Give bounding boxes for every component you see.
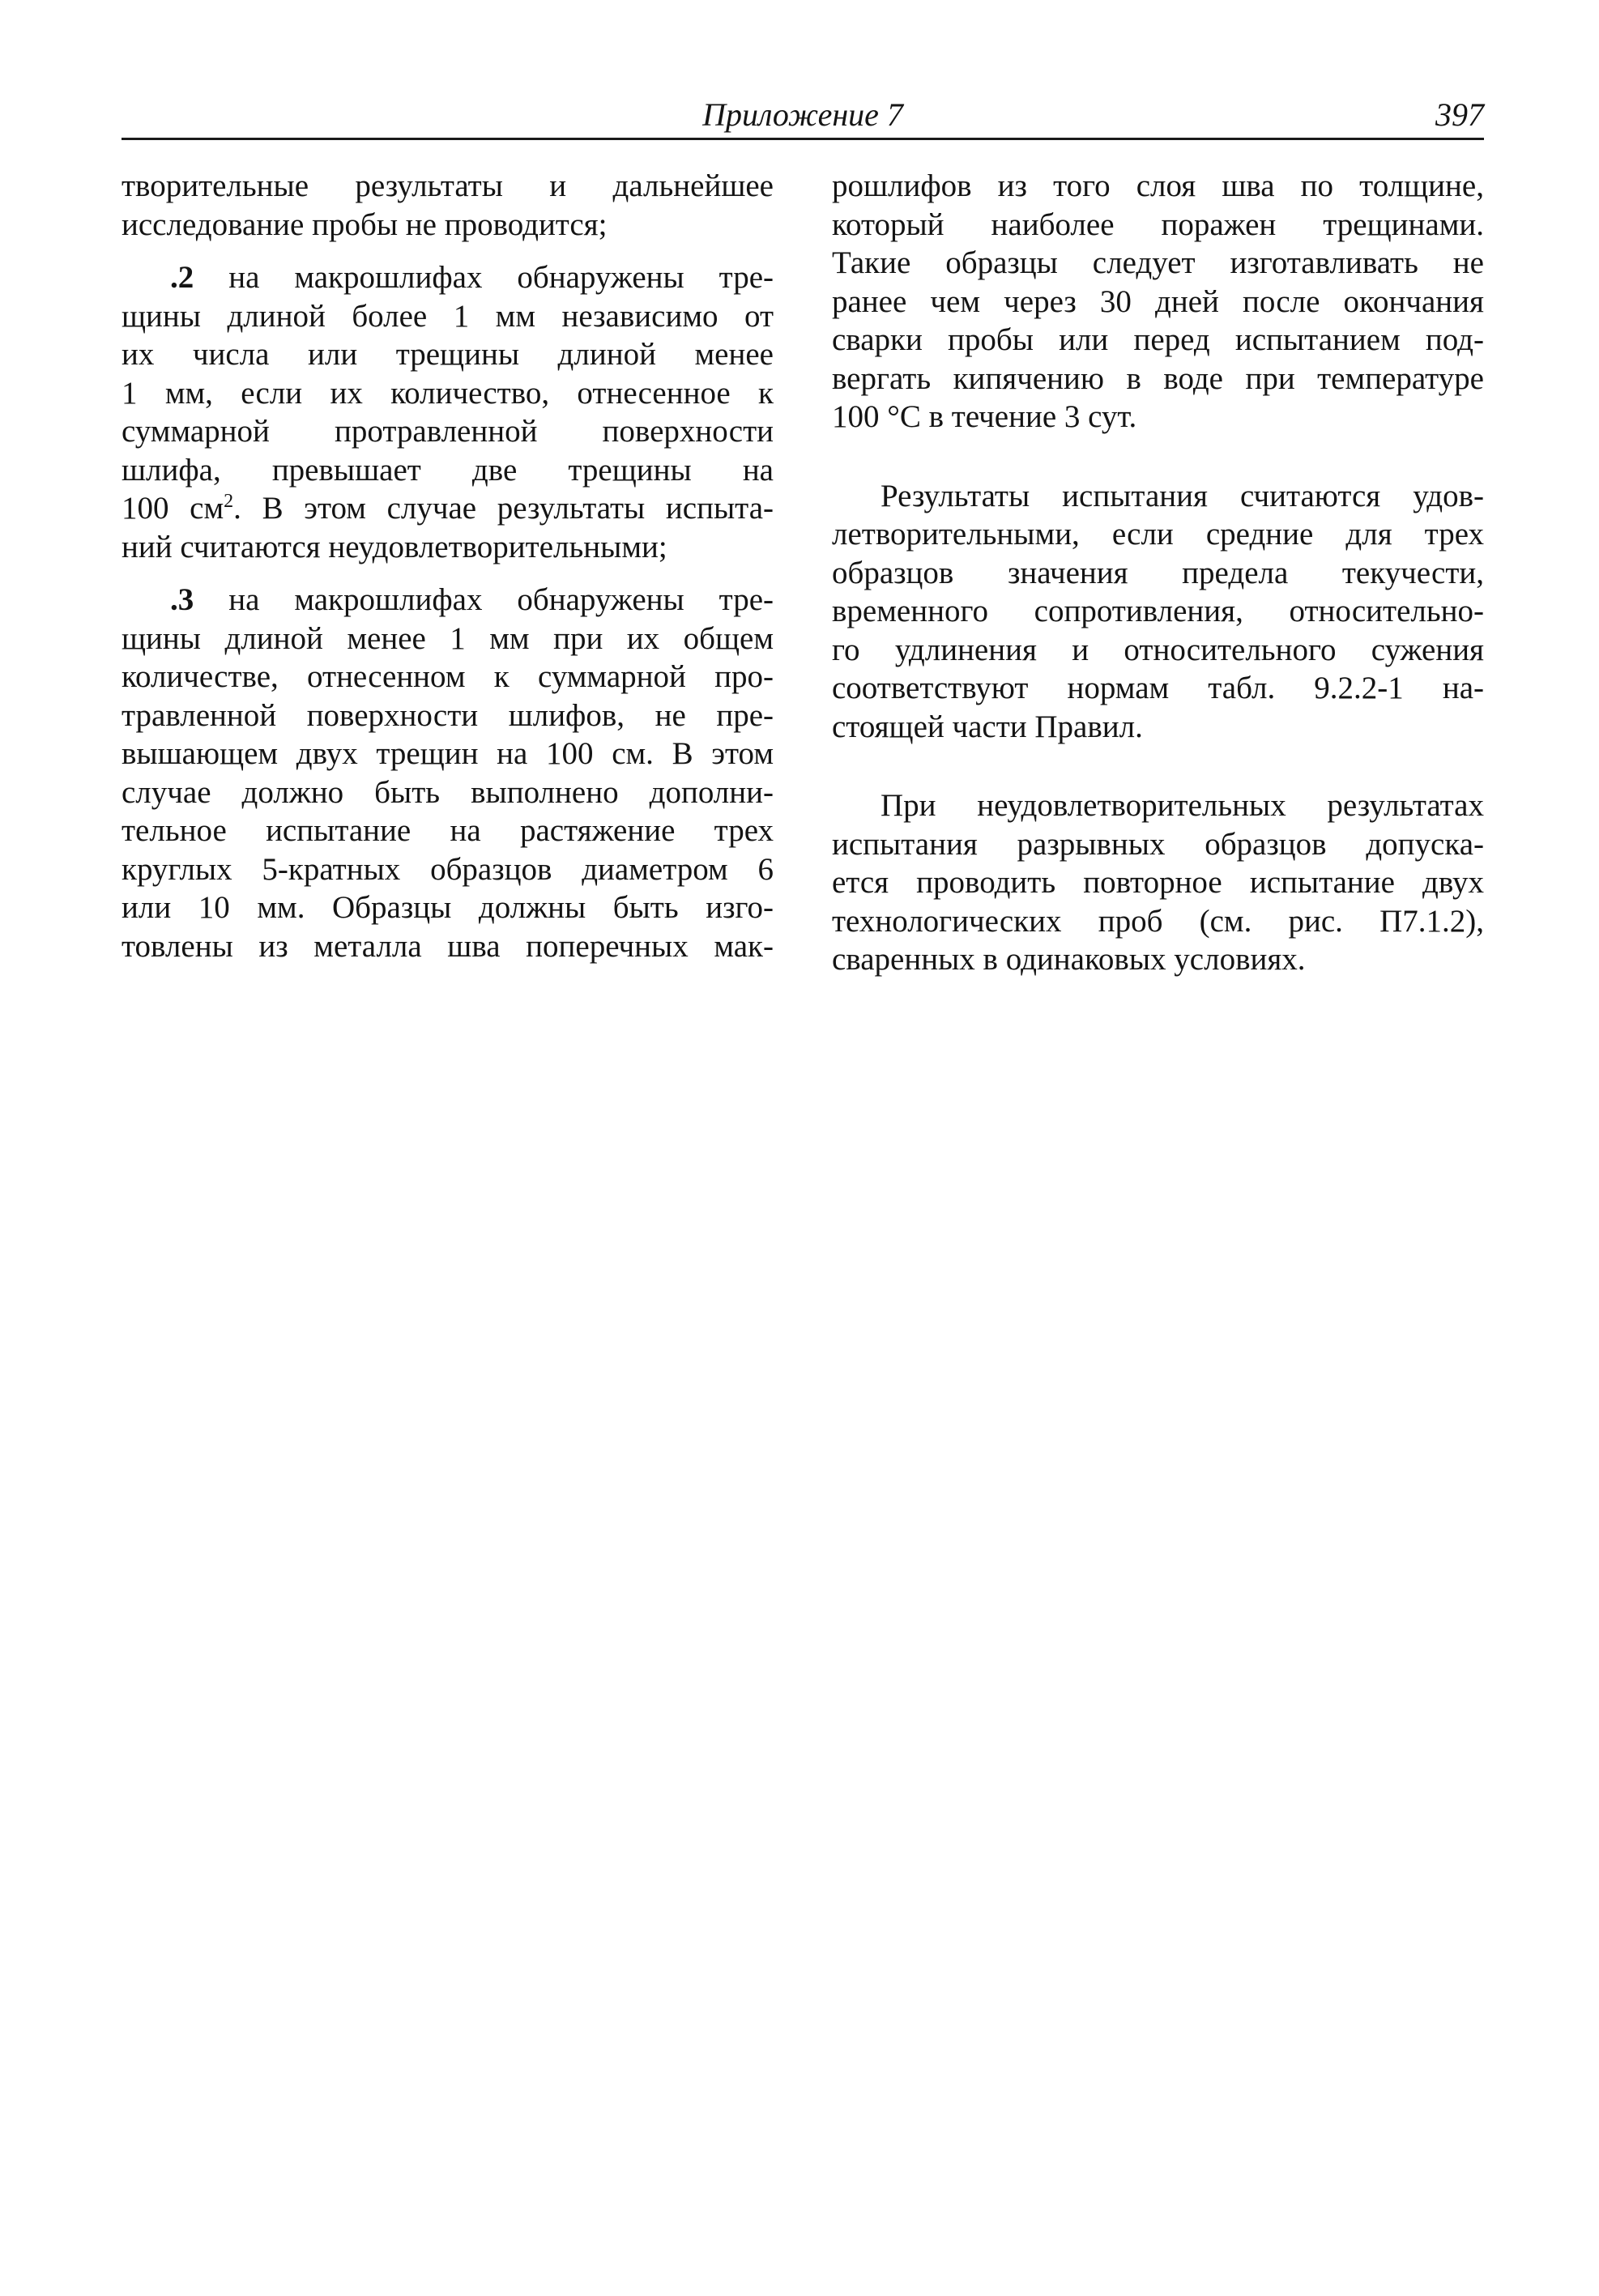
running-title: Приложение 7	[702, 96, 903, 133]
item-number: .3	[170, 582, 194, 617]
text-line: образцов значения предела текучести,	[832, 555, 1484, 590]
text-line: .3 на макрошлифах обнаружены тре-	[170, 582, 774, 617]
paragraph-item-3	[122, 581, 774, 965]
text-line: товлены из металла шва поперечных мак-	[122, 928, 774, 964]
text-line: или 10 мм. Образцы должны быть изго-	[122, 890, 774, 925]
text-line: щины длиной менее 1 мм при их общем	[122, 620, 774, 656]
text-line: шлифа, превышает две трещины на	[122, 452, 774, 488]
left-column	[122, 167, 774, 965]
text-line: вергать кипячению в воде при температуре	[832, 360, 1484, 396]
text-line: 100 °С в течение 3 сут.	[832, 399, 1137, 434]
text-line: Такие образцы следует изготавливать не	[832, 245, 1484, 280]
text-line: сварки пробы или перед испытанием под-	[832, 322, 1484, 357]
text-line: который наиболее поражен трещинами.	[832, 207, 1484, 242]
text-line: ранее чем через 30 дней после окончания	[832, 283, 1484, 319]
text-line: технологических проб (см. рис. П7.1.2),	[832, 903, 1484, 939]
text-line: испытания разрывных образцов допуска-	[832, 826, 1484, 862]
text-line: сваренных в одинаковых условиях.	[832, 942, 1306, 977]
text-line: Результаты испытания считаются удов-	[881, 478, 1484, 513]
text-line: рошлифов из того слоя шва по толщине,	[832, 168, 1484, 203]
page-number: 397	[1435, 96, 1484, 133]
text-line: вышающем двух трещин на 100 см. В этом	[122, 736, 774, 771]
text-line: .2 на макрошлифах обнаружены тре-	[170, 260, 774, 295]
right-column	[832, 167, 1484, 979]
text-line: суммарной протравленной поверхности	[122, 414, 774, 449]
text-line: соответствуют нормам табл. 9.2.2-1 на-	[832, 671, 1484, 705]
text-line: стоящей части Правил.	[832, 709, 1143, 744]
paragraph	[122, 167, 774, 244]
text-line: творительные результаты и дальнейшее	[122, 168, 774, 203]
paragraph	[832, 786, 1484, 979]
text-line: При неудовлетворительных результатах	[881, 788, 1484, 823]
text-line: ется проводить повторное испытание двух	[832, 865, 1484, 900]
header-divider	[122, 138, 1484, 140]
text-line: исследование пробы не проводится;	[122, 207, 608, 242]
text-line: круглых 5-кратных образцов диаметром 6	[122, 851, 774, 887]
text-line: их числа или трещины длиной менее	[122, 337, 774, 372]
text-line: количестве, отнесенном к суммарной про-	[122, 659, 774, 694]
text-line: щины длиной более 1 мм независимо от	[122, 298, 774, 334]
paragraph	[832, 167, 1484, 437]
item-number: .2	[170, 260, 194, 295]
superscript: 2	[224, 491, 234, 512]
text-line: летворительными, если средние для трех	[832, 517, 1484, 552]
text-line: тельное испытание на растяжение трех	[122, 813, 774, 848]
text-line: травленной поверхности шлифов, не пре-	[122, 697, 774, 733]
text-line: временного сопротивления, относительно-	[832, 594, 1484, 628]
text-line: случае должно быть выполнено дополни-	[122, 774, 774, 810]
text-line: 100 $см^2$. В этом случае результаты испыта-	[122, 491, 774, 526]
paragraph	[832, 477, 1484, 747]
text-line: 1 мм, если их количество, отнесенное к	[122, 375, 774, 411]
text-line: го удлинения и относительного сужения	[832, 632, 1484, 667]
page-header	[122, 91, 1484, 141]
text-line: ний считаются неудовлетворительными;	[122, 529, 667, 564]
paragraph-item-2	[122, 258, 774, 566]
